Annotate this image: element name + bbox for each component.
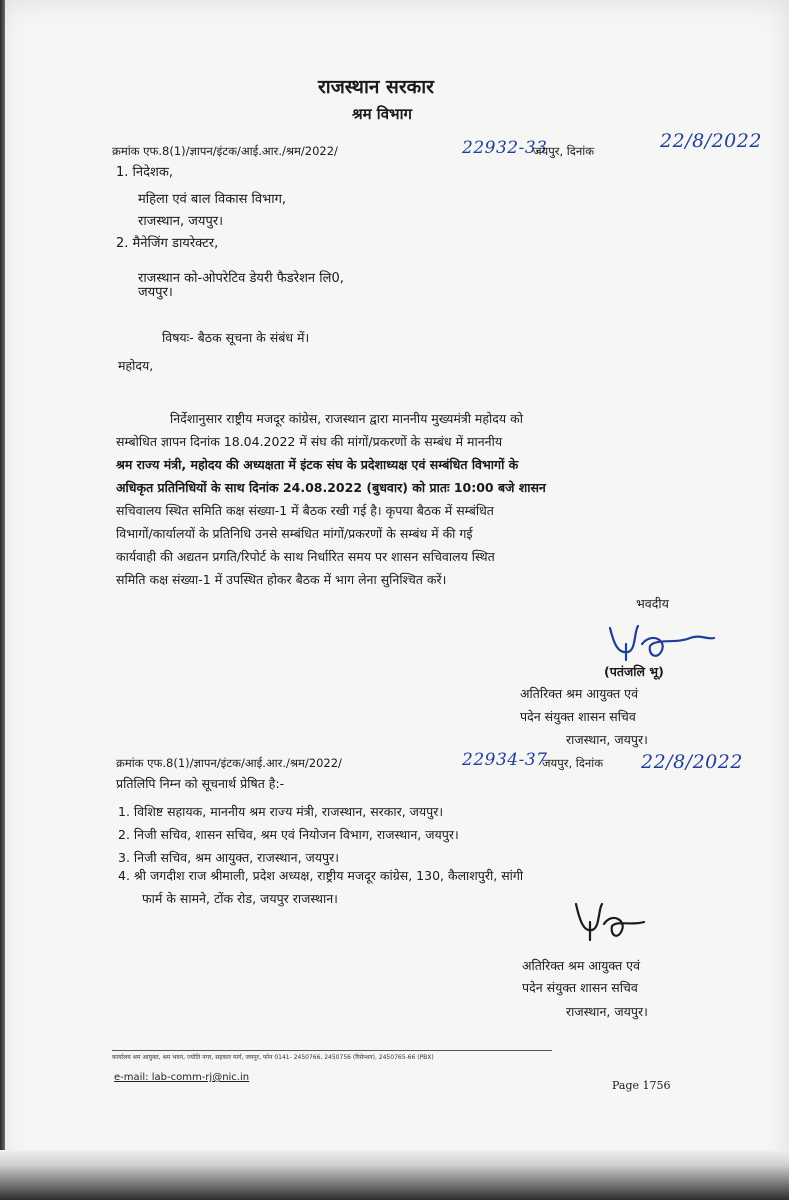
signatory-designation: अतिरिक्त श्रम आयुक्त एवं xyxy=(520,686,639,701)
body-line: अधिकृत प्रतिनिधियों के साथ दिनांक 24.08.2022 (बुधवार) को प्रातः 10:00 बजे शासन xyxy=(116,480,546,495)
handwritten-date-2: 22/8/2022 xyxy=(641,751,743,773)
body-line: विभागों/कार्यालयों के प्रतिनिधि उनसे सम्बंधित मांगों/प्रकरणों के सम्बंध में की गई xyxy=(116,526,473,541)
footer-address: कार्यालय श्रम आयुक्त, श्रम भवन, ज्योति नगर, सहकार मार्ग, जयपुर, फोन 0141- 2450766, 2450756 (रिसेप्शन), 2450765-66 (PBX) xyxy=(112,1054,434,1061)
body-line: श्रम राज्य मंत्री, महोदय की अध्यक्षता में इंटक संघ के प्रदेशाध्यक्ष एवं सम्बंधित विभागों के xyxy=(116,457,519,472)
footer-divider xyxy=(112,1050,552,1051)
copy-list-item: 3. निजी सचिव, श्रम आयुक्त, राजस्थान, जयपुर। xyxy=(118,850,339,865)
reference-number-2: क्रमांक एफ.8(1)/ज्ञापन/इंटक/आई.आर./श्रम/2022/ xyxy=(116,756,342,770)
handwritten-date-1: 22/8/2022 xyxy=(660,130,762,152)
place-date-label-2: जयपुर, दिनांक xyxy=(542,756,604,770)
subject-line: विषयः- बैठक सूचना के संबंध में। xyxy=(162,330,310,345)
body-line: निर्देशानुसार राष्ट्रीय मजदूर कांग्रेस, राजस्थान द्वारा माननीय मुख्यमंत्री महोदय को xyxy=(170,411,523,426)
body-line: समिति कक्ष संख्या-1 में उपस्थित होकर बैठक में भाग लेना सुनिश्चित करें। xyxy=(116,572,447,587)
closing: भवदीय xyxy=(636,596,669,611)
copy-list-item: 2. निजी सचिव, शासन सचिव, श्रम एवं नियोजन विभाग, राजस्थान, जयपुर। xyxy=(118,827,459,842)
addressee-line: महिला एवं बाल विकास विभाग, xyxy=(138,192,287,207)
signatory-designation: राजस्थान, जयपुर। xyxy=(566,732,648,747)
addressee-line: जयपुर। xyxy=(138,285,173,300)
signatory-designation: पदेन संयुक्त शासन सचिव xyxy=(520,709,636,724)
government-heading: राजस्थान सरकार xyxy=(318,76,434,98)
addressee-line: राजस्थान, जयपुर। xyxy=(138,214,224,229)
copy-list-item: 1. विशिष्ट सहायक, माननीय श्रम राज्य मंत्री, राजस्थान, सरकार, जयपुर। xyxy=(118,804,444,819)
handwritten-signature-1 xyxy=(604,618,719,670)
body-line: सम्बोधित ज्ञापन दिनांक 18.04.2022 में संघ की मांगों/प्रकरणों के सम्बंध में माननीय xyxy=(116,434,503,449)
handwritten-dispatch-number-2: 22934-37 xyxy=(462,750,548,770)
copy-list-item: फार्म के सामने, टोंक रोड, जयपुर राजस्थान। xyxy=(142,891,338,906)
signatory2-designation: राजस्थान, जयपुर। xyxy=(566,1004,648,1019)
handwritten-dispatch-number-1: 22932-33 xyxy=(462,138,548,158)
copy-heading: प्रतिलिपि निम्न को सूचनार्थ प्रेषित है:- xyxy=(116,776,285,791)
place-date-label-1: जयपुर, दिनांक xyxy=(533,144,595,158)
copy-list-item: 4. श्री जगदीश राज श्रीमाली, प्रदेश अध्यक्ष, राष्ट्रीय मजदूर कांग्रेस, 130, कैलाशपुरी, सांगी xyxy=(118,868,524,883)
footer-email: e-mail: lab-comm-rj@nic.in xyxy=(114,1072,250,1083)
page-number: Page 1756 xyxy=(612,1079,671,1092)
addressee-line: 2. मैनेजिंग डायरेक्टर, xyxy=(116,236,219,251)
department-heading: श्रम विभाग xyxy=(352,105,412,123)
salutation: महोदय, xyxy=(118,358,154,373)
handwritten-signature-2 xyxy=(570,896,650,952)
signatory-name: (पतंजलि भू) xyxy=(604,664,664,679)
page-edge-shadow xyxy=(0,0,5,1200)
signatory2-designation: अतिरिक्त श्रम आयुक्त एवं xyxy=(522,958,641,973)
body-line: सचिवालय स्थित समिति कक्ष संख्या-1 में बैठक रखी गई है। कृपया बैठक में सम्बंधित xyxy=(116,503,494,518)
reference-number-1: क्रमांक एफ.8(1)/ज्ञापन/इंटक/आई.आर./श्रम/2022/ xyxy=(112,144,338,158)
photo-shadow-bottom xyxy=(0,1150,789,1200)
addressee-line: राजस्थान को-ओपरेटिव डेयरी फैडरेशन लि0, xyxy=(138,271,344,286)
addressee-line: 1. निदेशक, xyxy=(116,165,173,180)
signatory2-designation: पदेन संयुक्त शासन सचिव xyxy=(522,980,638,995)
body-line: कार्यवाही की अद्यतन प्रगति/रिपोर्ट के साथ निर्धारित समय पर शासन सचिवालय स्थित xyxy=(116,549,495,564)
